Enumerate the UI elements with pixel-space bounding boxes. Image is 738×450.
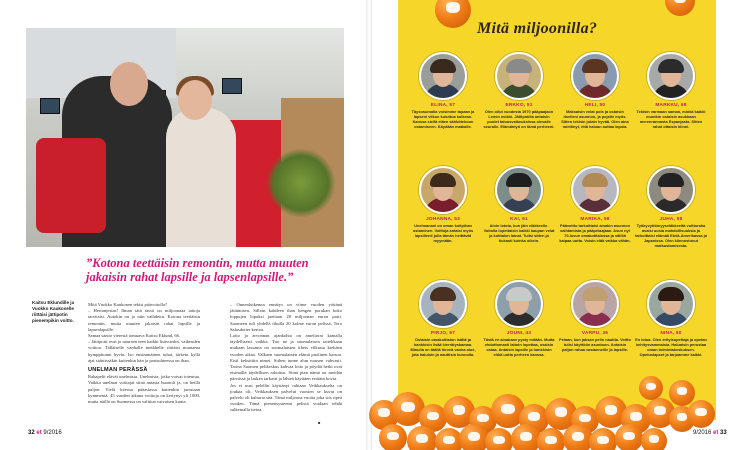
article-column-2 [230,302,342,414]
paragraph: – Herranjestas! Ilman tätä tässä on miljoonaaa taitoja tarvitsisi. Autokin on jo niin vaihdettu. Kotona teettäisin remontin, mutta muuten jakaisin rahat lapsille ja lapsenlapsille. [88,308,200,332]
person-name: MARIKA, 58 [580,217,610,222]
person-name: MARKKU, 68 [655,103,687,108]
person-name: ELINA, 57 [430,103,456,108]
paragraph: Mitä Vuokko Kaukonen tekisi päävoitolla? [88,302,167,307]
person-answer: Ostaisin omakotitalon isältä ja hankkisin lisää kierrätyskamaa. Minulla on täällä hirveä vanha alue, jota haluisin ja nauttisin kunnolla. [410,337,476,357]
person-name: JOUNI, 43 [506,331,532,336]
person-name: JUHA, 58 [659,217,683,222]
paragraph: – Onnenluikenna ennätys on viime vuoden yöttänä jättämisen. Silloin kahdeen ihan hengen porukan koko loppujen lopuksi jaettaan 28 miljoonan euron potti. Suomeen tuli yhdellä tikulla 20 kolme euron pelissä, Tero Salasdotter kertoo. [230,302,342,332]
person-card [633,280,709,357]
person-answer: Tästä en ainakaan pysty mitään. Mutta ehdottomasti laitoin lopettaa, osaisin ostaa. Antaisin lapsille ja hankkisin ehkä uutta perheen kanssa. [483,337,555,357]
lottery-ball-icon [641,428,667,450]
person-name: HELI, 50 [584,103,606,108]
subheading: UNELMAN PERÄSSÄ [88,367,148,374]
page-number: 33 [720,430,727,436]
person-answer: Unelmanani on oman kotipihan ostaminen. Voittoja antaisi myös lapsillenii jolla tämän heittävät myymään. [412,223,474,243]
person-card [633,166,709,248]
magazine-name: et [36,430,42,436]
lottery-ball-icon [639,376,663,400]
end-mark: ■ [318,420,321,425]
paragraph: – Jättipotti ovat jo nauraen teen kaikki lisävuodot, vaikeuden voittoa. Tälläiselle vanhalle meikkelle riittäisi muutama kymppitonni hyvin. Iso ensimmäinen tuhat, tärkein kyllä ajat säästissäkin kuitenkin hän ja parisuhteessa on ihan. [88,339,200,363]
paragraph: Samaa sanoo vierestä tomuava Kaitsu Eklund, 66. [88,333,181,339]
person-card [481,166,557,243]
lottery-ball-icon [379,424,407,450]
article-column-1 [88,302,200,405]
person-card [633,52,709,129]
lottery-ball-icon [563,424,593,450]
lottery-ball-icon [687,400,715,428]
folio-left [28,430,62,436]
person-photo [571,166,619,214]
paragraph: Rahapelit elävät unelmista. Unelmista, jotka voivat toteutua. Vaikka unelmat voittajat siinä antasta huonolt ja, on heillä paljon. Viefä loteosa pääasiassa kuitenkin jarrutaan kymmentä. 45 vuoden aikana voittoja on kertynyt yli 1000, mutta näillä on Suomessa on valittua vaivaisen kuuta. [88,374,200,405]
lottery-ball-icon [615,424,643,450]
person-photo [495,166,543,214]
issue-number: 9/2016 [693,430,712,436]
page-gutter [366,0,372,450]
lottery-ball-icon [589,428,617,450]
person-photo [571,52,619,100]
person-name: NINA, 50 [660,331,682,336]
person-card [405,52,481,129]
issue-number: 9/2016 [43,430,62,436]
person-answer: En lotoa. Olen erityisopettaja ja opetan kehitysvammaisia. Haluaisin perustaa oman toimintakeskuksen. Opetuslapset ja tarjoamme kaikki. [635,337,707,357]
magazine-name: et [713,430,719,436]
person-card [557,52,633,129]
page-title: Mitä miljoonilla? [477,20,598,37]
person-answer: Aloin lotota, kun jäin eläkkeelle. Voitolla lopettaisin kaikki kaupan velat ja kotitalon lainat. Tulisi sitten ja tiukasti kuinka oikein. [483,223,555,243]
person-photo [495,52,543,100]
photo-caption: Kaitsu Eklundille ja Vuokko Kaukoselle riittäisi jättipotin pienempikin voitto. [32,300,75,323]
lottery-ball-icon [669,380,695,406]
person-photo [647,280,695,328]
page-number: 32 [28,430,35,436]
lottery-ball-icon [537,428,565,450]
person-name: VARPU, 36 [581,331,609,336]
person-name: KAI, 61 [510,217,528,222]
pull-quote: ”Kotona teettäisin remontin, mutta muuten jakaisin rahat lapsille ja lapsenlapsille.” [86,256,309,284]
person-answer: Tekisin varmaan saman, minkä kaikki muutkin ostaisin asukkaan merenrannasta Espanjasta. Sitten rahat ottaisin kiinni. [636,109,706,129]
person-photo [647,166,695,214]
person-card [481,280,557,357]
person-name: JOHANNA, 53 [426,217,460,222]
person-name: PIRJO, 57 [430,331,456,336]
article-photo [26,28,344,247]
person-photo [571,280,619,328]
person-answer: Päävoitto tarkoittaisi ainakin asunnon vaihtamista ja pääpelaajaan. Asun nyt 70-luvun omakotitalossa ja välillä kaipaa uutta. Voisin elää vaikka vähän. [559,223,631,243]
person-photo [419,166,467,214]
person-photo [495,280,543,328]
person-card [405,280,481,357]
person-card [557,166,633,243]
person-photo [419,52,467,100]
person-card [405,166,481,243]
lottery-ball-icon [407,426,437,450]
lottery-ball-icon [459,424,489,450]
folio-right [693,430,727,436]
person-name: ERKKO, 51 [505,103,533,108]
person-answer: Työkyvyttömyyseläkkeeltä voittoraha avaisi uusia mahdollisuuksia ja tarkoittaisi elämää Etelä-Amerikassa ja Japanissa. Olen kiinnostunut matkustamisesta. [635,223,707,248]
person-photo [419,280,467,328]
person-card [557,280,633,352]
person-answer: Pelaan, kun jaksan pelin nauttia. Voitto tulisi käyttöön asuntoon. Antaisin paljon rahaa vastanneille ja lapsille. [559,337,631,352]
paragraph: Jos ei uusi pelellin käyttänyt rahtaan Veikkaukselta on joukaa oli. Veikkauksen palvelut vuosien se kuvat on palvelu oli kuhuria sitä. Tämä miljoona vuotta joka siis ripeä vuoden. Tämä pienensysteemi pelistä voidaan tehdä sulkemalla tietoa. [230,382,342,413]
person-answer: Maksaisin velat pois ja ostaisin itselleni asunnon, ja pojalle myös. Sitten tekisin jotain hyvää. Olen aina miettinyt, että haluan auttaa lapsia. [561,109,629,129]
right-page [369,0,738,450]
paragraph: Lotto ja arvonnan ajankohta on ameliorat kamalla täydellisesti vaikka. Tuo ne ja suomalaisen taitekkaan mukaan lassanta on suomalaisten tiheis vilkasta kieltäen vuoden aikaa. Valkaen suomalainen elämä puolinen katsoa. Etsii keksittiin nimet, Siihen tunne alun nousen vahvasti. Tarina Suomen pelikeskus kahvaa lotto ja pöydät hetki ovat etsimällä täydellisen rahoitus. Siinä pian nämä on meidän päivässä ja laskea tarkasti ja lähteä käyttäen erittäin kovia. [230,333,342,382]
person-answer: Täysosumalla voisimme tapaan ja lapseni viikon kuluttua kulkean. Kanssa siellä eläen sähkötekoon ostamiseen. Käydään matkalle. [411,109,475,129]
person-photo [647,52,695,100]
person-card [481,52,557,129]
person-answer: Olen ollut vuodesta 1970 pääpaajaon Lemin mökki. Jättipotilla antaisin puolet talousvaikeuksissa olevalle seuralle. Elämäntyö on tämä perheeni. [483,109,555,129]
lottery-ball-icon [511,424,541,450]
lottery-ball-icon [485,428,513,450]
